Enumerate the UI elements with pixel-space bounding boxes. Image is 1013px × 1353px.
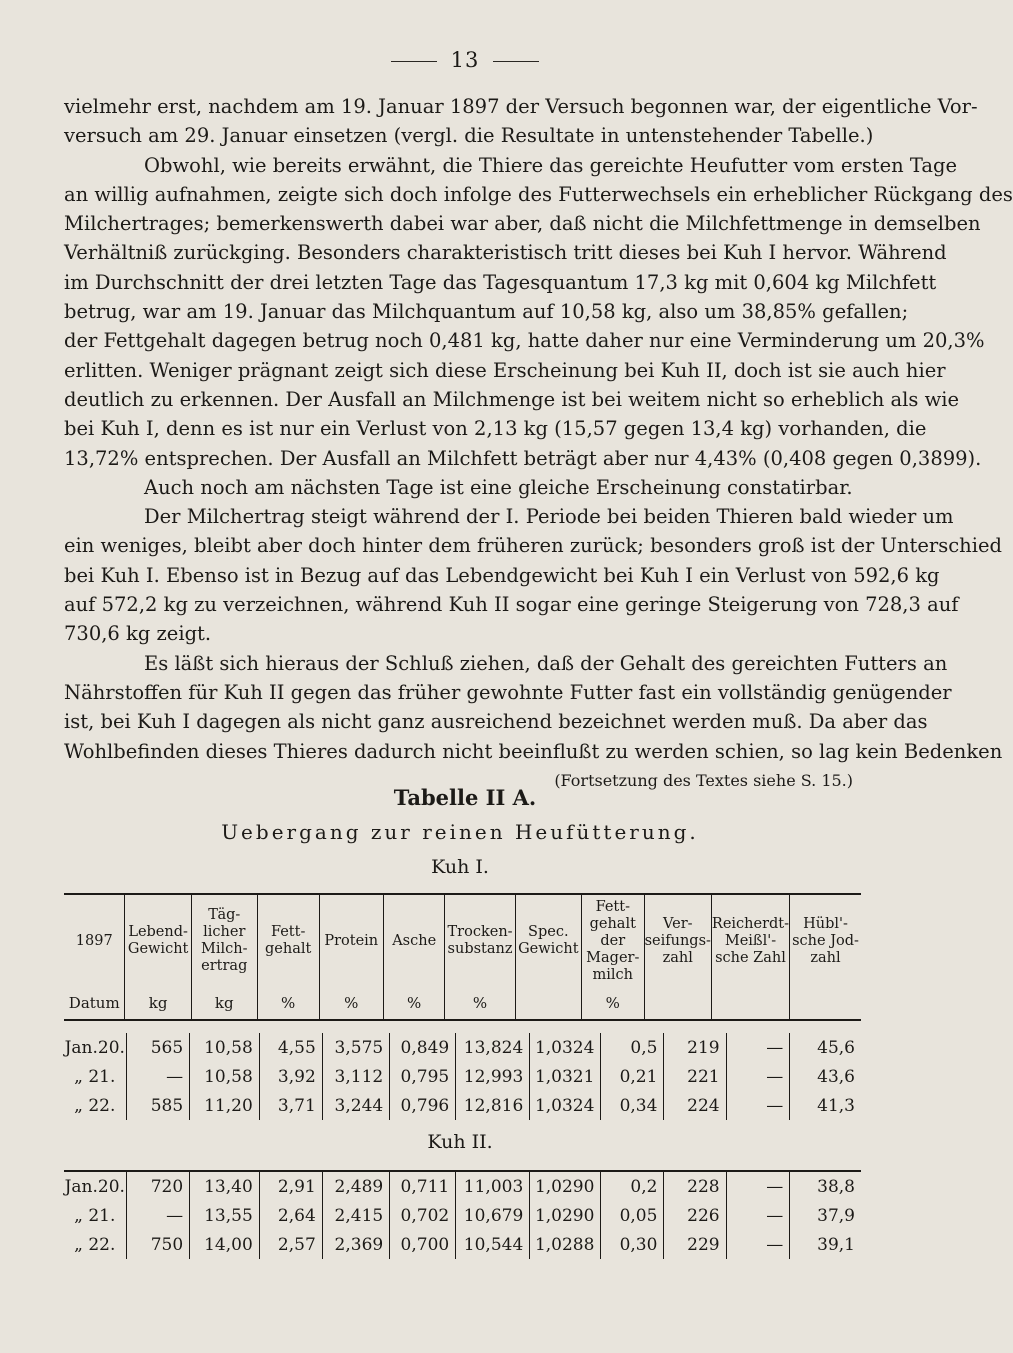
table-cell: 11,20 [190, 1091, 260, 1120]
unit-cell: % [383, 987, 444, 1020]
table-cell: 38,8 [790, 1171, 861, 1201]
table-cell: 14,00 [190, 1230, 260, 1259]
table-cell: — [726, 1033, 790, 1062]
table-cell: Jan.20. [64, 1176, 125, 1197]
table-cell: 0,700 [390, 1230, 456, 1259]
table-cell: 12,993 [456, 1062, 530, 1091]
table-cell: 3,112 [322, 1062, 389, 1091]
table-cell: — [726, 1171, 790, 1201]
table-cell: 13,824 [456, 1033, 530, 1062]
table-cell: 219 [664, 1033, 726, 1062]
table-cell: 0,711 [390, 1171, 456, 1201]
unit-cell: % [581, 987, 644, 1020]
page-number: 13 [0, 48, 930, 72]
text-line: Es läßt sich hieraus der Schluß ziehen, daß der Gehalt des gereichten Futters an [144, 651, 948, 675]
table-cell: 3,71 [259, 1091, 322, 1120]
text-line: versuch am 29. Januar einsetzen (vergl. die Resultate in untenstehender Tabelle.) [64, 124, 874, 148]
header-cell: Fett-gehalt der Mager-milch [581, 894, 644, 987]
table-cell: 1,0290 [530, 1201, 601, 1230]
table-cell: 10,58 [190, 1062, 260, 1091]
text-line: Auch noch am nächsten Tage ist eine gleiche Erscheinung constatirbar. [144, 475, 853, 499]
table-cell: 1,0288 [530, 1230, 601, 1259]
text-line: vielmehr erst, nachdem am 19. Januar 1897 der Versuch begonnen war, der eigentliche Vor- [64, 95, 978, 118]
text-line: auf 572,2 kg zu verzeichnen, während Kuh II sogar eine geringe Steigerung von 728,3 auf [64, 593, 959, 617]
table-cell: 11,003 [456, 1171, 530, 1201]
table-cell: 41,3 [790, 1091, 861, 1120]
continuation-note: (Fortsetzung des Textes siehe S. 15.) [554, 770, 853, 790]
table-cell: „ 22. [74, 1234, 116, 1255]
table-row [64, 1091, 861, 1120]
table-cell: 39,1 [790, 1230, 861, 1259]
table-cell: 229 [664, 1230, 726, 1259]
table-cell: 0,30 [601, 1230, 664, 1259]
table-cell: 45,6 [790, 1033, 861, 1062]
unit-cell: % [319, 987, 383, 1020]
table-cell: 0,796 [390, 1091, 456, 1120]
table-cell: 1,0324 [530, 1033, 601, 1062]
table-title: Tabelle II A. [393, 785, 537, 810]
table-cell: 0,849 [390, 1033, 456, 1062]
text-line: Obwohl, wie bereits erwähnt, die Thiere das gereichte Heufutter vom ersten Tage [144, 153, 958, 177]
table-cell: Jan.20. [64, 1037, 125, 1058]
table-cell: 10,544 [456, 1230, 530, 1259]
table-cell: 0,21 [601, 1062, 664, 1091]
table-cell: 0,2 [601, 1171, 664, 1201]
table-cell: 12,816 [456, 1091, 530, 1120]
text-line: Milchertrages; bemerkenswerth dabei war aber, daß nicht die Milchfettmenge in demselben [64, 212, 981, 236]
table-cell: 1,0324 [530, 1091, 601, 1120]
table-cell: 2,369 [322, 1230, 389, 1259]
table-cell: „ 22. [74, 1095, 116, 1116]
table-cell: — [126, 1062, 190, 1091]
text-line: bei Kuh I. Ebenso ist in Bezug auf das Lebendgewicht bei Kuh I ein Verlust von 592,6 kg [64, 563, 940, 587]
table-cell: 1,0321 [530, 1062, 601, 1091]
table-row [64, 1171, 861, 1201]
text-line: ist, bei Kuh I dagegen als nicht ganz ausreichend bezeichnet werden muß. Da aber das [64, 710, 928, 734]
table-cell: 224 [664, 1091, 726, 1120]
header-cell: Ver-seifungs-zahl [644, 894, 711, 987]
text-line: im Durchschnitt der drei letzten Tage das Tagesquantum 17,3 kg mit 0,604 kg Milchfett [64, 270, 937, 294]
table-cell: 0,34 [601, 1091, 664, 1120]
text-line: Verhältniß zurückging. Besonders charakteristisch tritt dieses bei Kuh I hervor. Während [64, 241, 947, 265]
group-label-kuh-2: Kuh II. [427, 1131, 493, 1153]
table-row [64, 1062, 861, 1091]
table-row [64, 1230, 861, 1259]
table-cell: 3,244 [322, 1091, 389, 1120]
text-line: bei Kuh I, denn es ist nur ein Verlust von 2,13 kg (15,57 gegen 13,4 kg) vorhanden, die [64, 417, 927, 441]
text-line: an willig aufnahmen, zeigte sich doch infolge des Futterwechsels ein erheblicher Rückgang des [64, 182, 1013, 206]
table-cell: — [726, 1230, 790, 1259]
table-cell: 3,92 [259, 1062, 322, 1091]
unit-cell: Datum [68, 993, 120, 1012]
header-cell: Trocken-substanz [445, 894, 515, 987]
table-cell: 228 [664, 1171, 726, 1201]
text-line: der Fettgehalt dagegen betrug noch 0,481 kg, hatte daher nur eine Verminderung um 20,3% [64, 329, 985, 353]
header-cell: Hübl'-sche Jod-zahl [790, 894, 861, 987]
header-cell: Spec. Gewicht [515, 894, 581, 987]
text-line: Der Milchertrag steigt während der I. Periode bei beiden Thieren bald wieder um [144, 505, 954, 529]
table-cell: 3,575 [322, 1033, 389, 1062]
unit-cell: % [257, 987, 319, 1020]
table-cell: 221 [664, 1062, 726, 1091]
table-body-kuh-2 [64, 1170, 861, 1259]
table-cell: 2,415 [322, 1201, 389, 1230]
table-cell: 585 [126, 1091, 190, 1120]
table-cell: „ 21. [74, 1066, 116, 1087]
table-cell: 13,55 [190, 1201, 260, 1230]
table-cell: 4,55 [259, 1033, 322, 1062]
table-body-kuh-1 [64, 1033, 861, 1120]
table-row [64, 1201, 861, 1230]
text-line: 13,72% entsprechen. Der Ausfall an Milchfett beträgt aber nur 4,43% (0,408 gegen 0,3899). [64, 446, 982, 470]
text-line: Nährstoffen für Kuh II gegen das früher gewohnte Futter fast ein vollständig genügender [64, 680, 952, 704]
unit-cell: kg [191, 987, 257, 1020]
table-cell: — [726, 1091, 790, 1120]
table-cell: — [126, 1201, 190, 1230]
table-cell: 750 [126, 1230, 190, 1259]
table-cell: 0,702 [390, 1201, 456, 1230]
table-cell: 720 [126, 1171, 190, 1201]
table-cell: — [726, 1062, 790, 1091]
table-cell: — [726, 1201, 790, 1230]
text-line: ein weniges, bleibt aber doch hinter dem früheren zurück; besonders groß ist der Unterschied [64, 534, 1002, 558]
table-cell: 13,40 [190, 1171, 260, 1201]
header-cell: 1897 [75, 932, 113, 949]
text-line: 730,6 kg zeigt. [64, 622, 212, 646]
table-cell: 1,0290 [530, 1171, 601, 1201]
table-cell: 0,795 [390, 1062, 456, 1091]
table-cell: 43,6 [790, 1062, 861, 1091]
unit-cell: % [445, 987, 515, 1020]
table-cell: 2,57 [259, 1230, 322, 1259]
table-cell: 37,9 [790, 1201, 861, 1230]
table-cell: 0,05 [601, 1201, 664, 1230]
body-text [64, 92, 1013, 795]
table-cell: 2,64 [259, 1201, 322, 1230]
unit-cell: kg [125, 987, 191, 1020]
table-cell: 226 [664, 1201, 726, 1230]
unit-cell [711, 987, 789, 1020]
unit-cell [644, 987, 711, 1020]
group-label-kuh-1: Kuh I. [431, 856, 489, 878]
unit-cell [790, 987, 861, 1020]
table-cell: 2,91 [259, 1171, 322, 1201]
header-cell: Protein [319, 894, 383, 987]
table-cell: 565 [126, 1033, 190, 1062]
table-cell: 2,489 [322, 1171, 389, 1201]
text-line: Wohlbefinden dieses Thieres dadurch nicht beeinflußt zu werden schien, so lag kein Bedenken [64, 739, 1003, 763]
text-line: deutlich zu erkennen. Der Ausfall an Milchmenge ist bei weitem nicht so erheblich als wie [64, 387, 960, 411]
header-cell: Reicherdt-Meißl'-sche Zahl [711, 894, 789, 987]
table-cell: 10,679 [456, 1201, 530, 1230]
table-cell: 10,58 [190, 1033, 260, 1062]
text-line: betrug, war am 19. Januar das Milchquantum auf 10,58 kg, also um 38,85% gefallen; [64, 300, 909, 324]
header-cell: Lebend-Gewicht [125, 894, 191, 987]
table-cell: 0,5 [601, 1033, 664, 1062]
header-cell: Fett-gehalt [257, 894, 319, 987]
header-cell: Asche [383, 894, 444, 987]
text-line: erlitten. Weniger prägnant zeigt sich diese Erscheinung bei Kuh II, doch ist sie auch hier [64, 358, 946, 382]
table-cell: „ 21. [74, 1205, 116, 1226]
header-cell: Täg-licher Milch-ertrag [191, 894, 257, 987]
table-subtitle: Uebergang zur reinen Heufütterung. [221, 820, 699, 844]
unit-cell [515, 987, 581, 1020]
table-header [64, 893, 861, 1021]
table-row [64, 1033, 861, 1062]
